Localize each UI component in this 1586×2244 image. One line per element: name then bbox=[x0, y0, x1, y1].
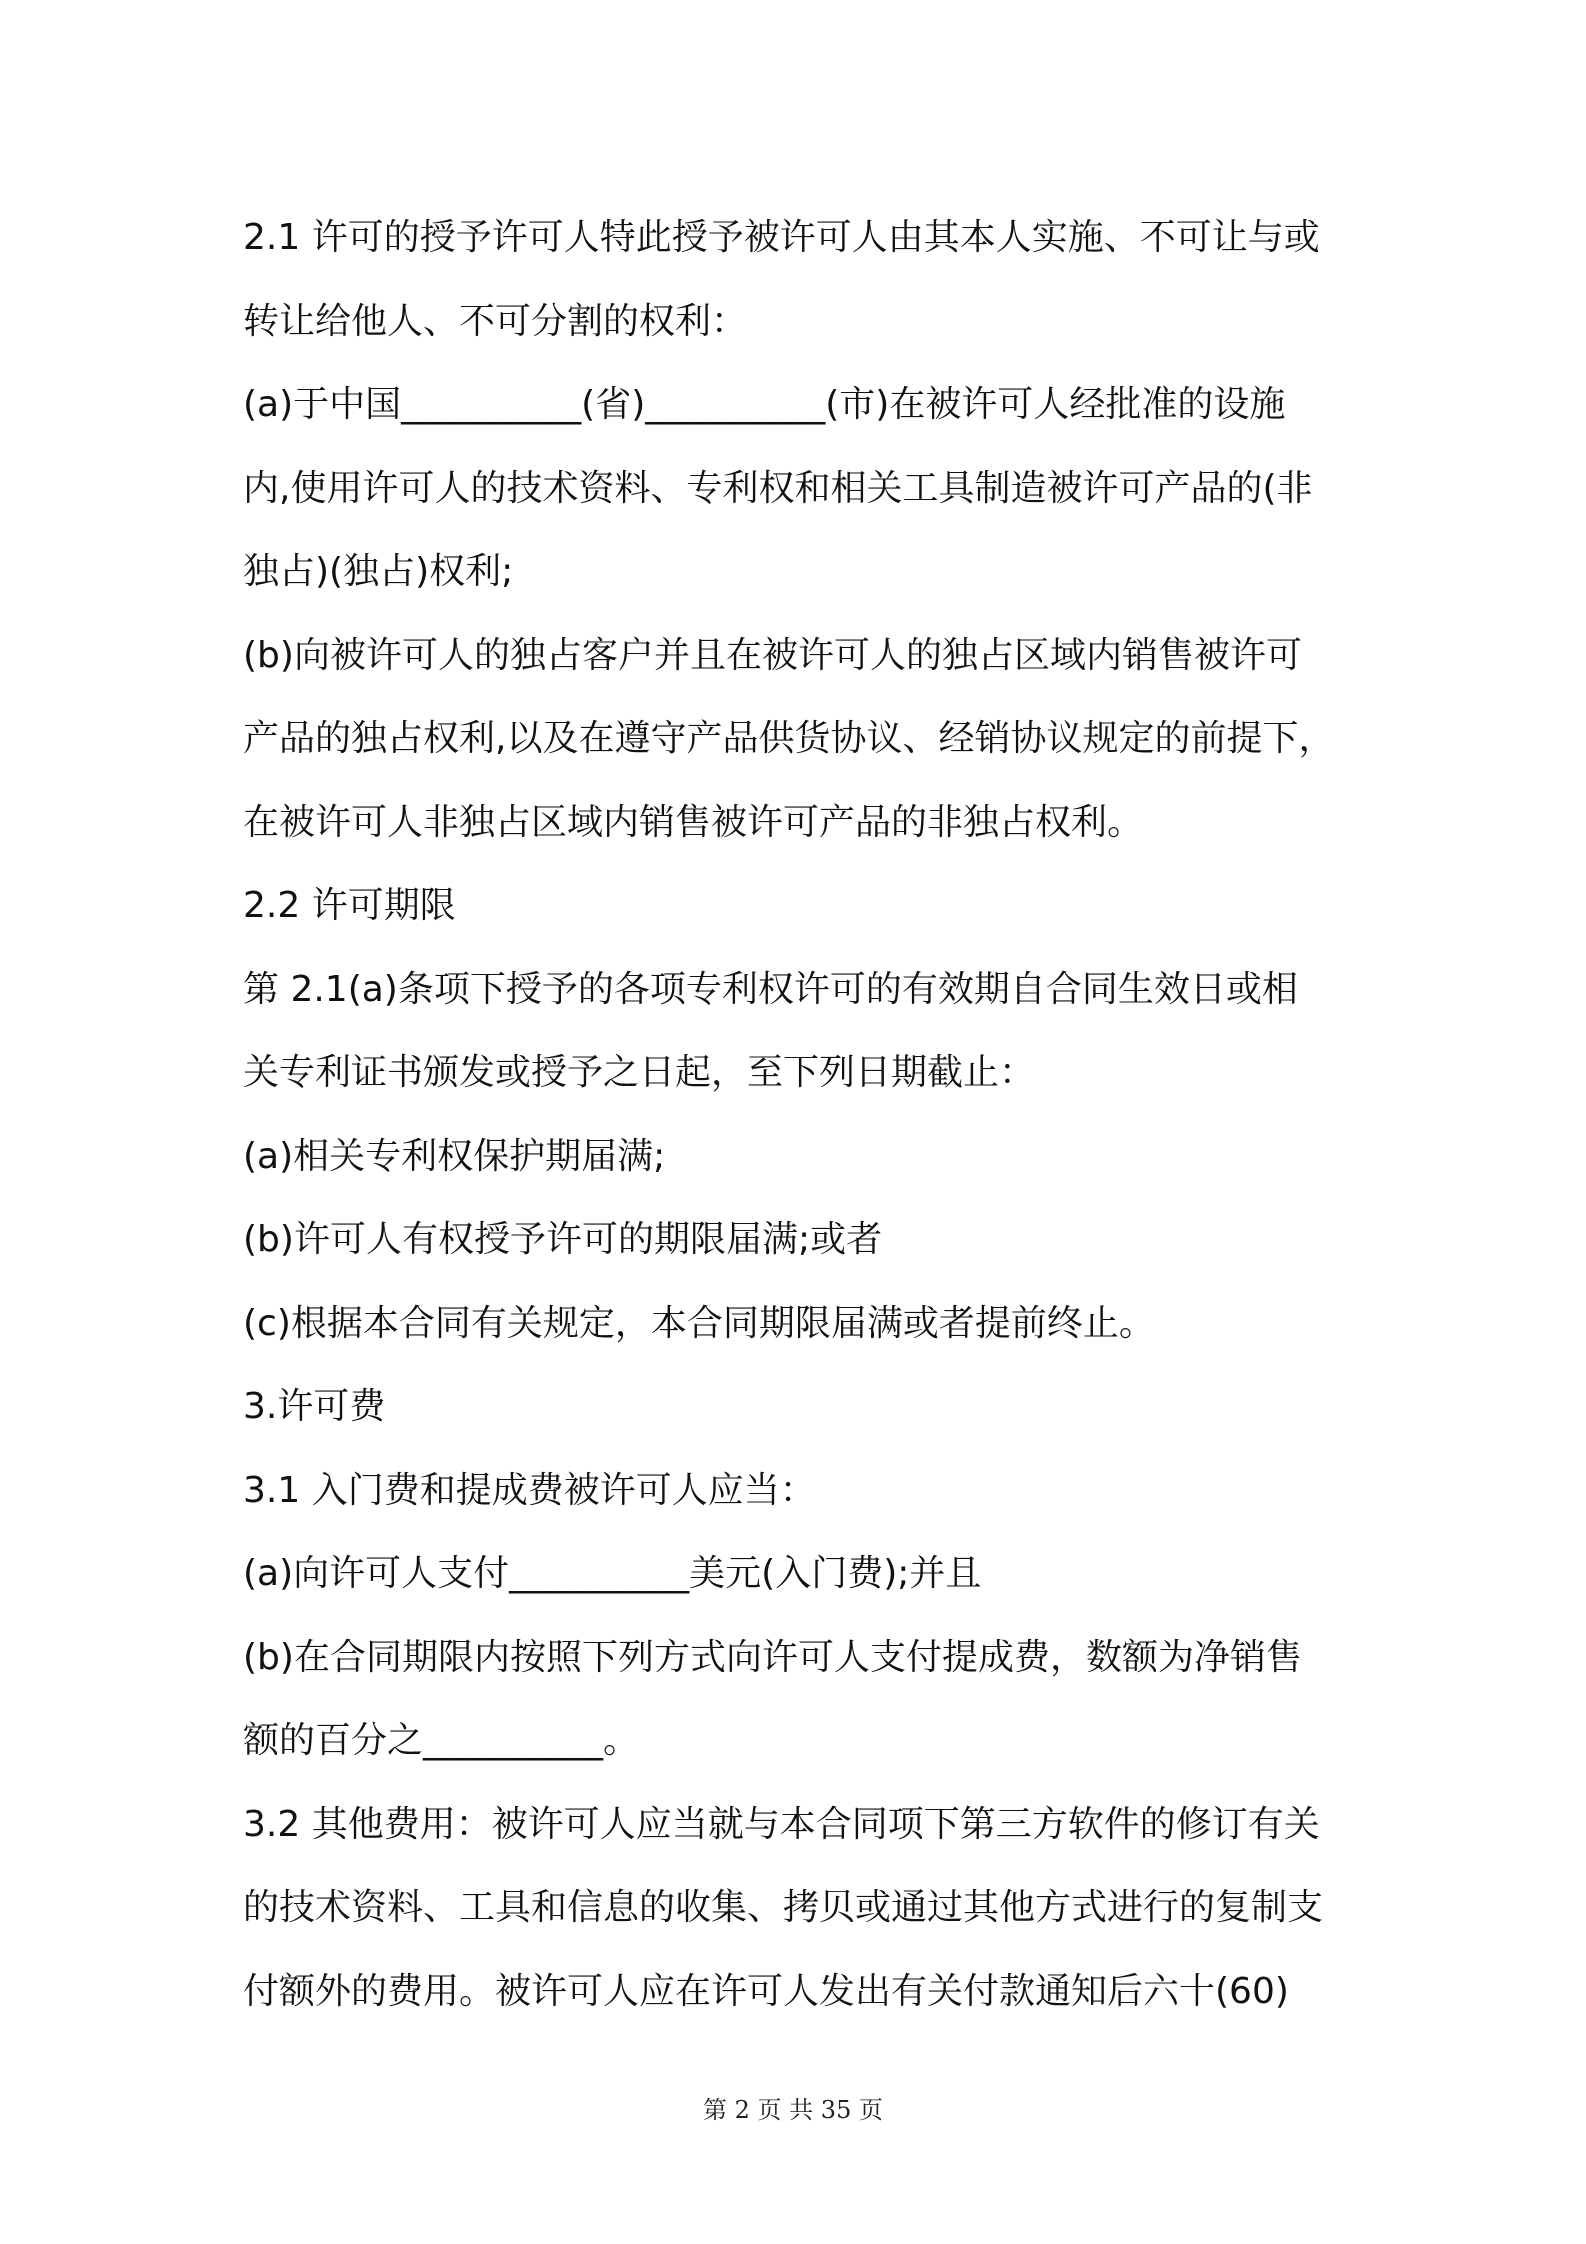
text-line: (b)许可人有权授予许可的期限届满;或者 bbox=[243, 1219, 883, 1260]
text-line: (b)在合同期限内按照下列方式向许可人支付提成费，数额为净销售 bbox=[243, 1636, 1302, 1678]
text-line: (a)于中国__________(省)__________(市)在被许可人经批准的设施 bbox=[243, 384, 1286, 425]
text-line: 在被许可人非独占区域内销售被许可产品的非独占权利。 bbox=[243, 801, 1144, 843]
text-line: 第 2.1(a)条项下授予的各项专利权许可的有效期自合同生效日或相 bbox=[243, 968, 1298, 1010]
text-line: 额的百分之__________。 bbox=[243, 1720, 640, 1761]
section-heading: 3.许可费 bbox=[243, 1386, 386, 1427]
text-line: 3.2 其他费用：被许可人应当就与本合同项下第三方软件的修订有关 bbox=[243, 1803, 1320, 1845]
text-line: 的技术资料、工具和信息的收集、拷贝或通过其他方式进行的复制支 bbox=[243, 1887, 1324, 1928]
text-line: (c)根据本合同有关规定，本合同期限届满或者提前终止。 bbox=[243, 1302, 1155, 1344]
text-line: 产品的独占权利,以及在遵守产品供货协议、经销协议规定的前提下， bbox=[243, 718, 1335, 759]
text-line: 3.1 入门费和提成费被许可人应当： bbox=[243, 1469, 816, 1511]
document-body bbox=[243, 196, 1363, 2033]
text-line: 独占)(独占)权利; bbox=[243, 551, 514, 592]
text-line: (b)向被许可人的独占客户并且在被许可人的独占区域内销售被许可 bbox=[243, 634, 1302, 676]
text-line: 内,使用许可人的技术资料、专利权和相关工具制造被许可产品的(非 bbox=[243, 467, 1313, 509]
text-line: (a)向许可人支付__________美元(入门费);并且 bbox=[243, 1553, 982, 1594]
section-heading: 2.2 许可期限 bbox=[243, 885, 456, 926]
text-line: 转让给他人、不可分割的权利： bbox=[243, 300, 748, 342]
page-number-footer: 第 2 页 共 35 页 bbox=[703, 2096, 883, 2124]
text-line: 关专利证书颁发或授予之日起，至下列日期截止： bbox=[243, 1052, 1036, 1093]
text-line: 付额外的费用。被许可人应在许可人发出有关付款通知后六十(60) bbox=[243, 1970, 1289, 2012]
text-line: 2.1 许可的授予许可人特此授予被许可人由其本人实施、不可让与或 bbox=[243, 217, 1320, 258]
text-line: (a)相关专利权保护期届满; bbox=[243, 1135, 666, 1177]
